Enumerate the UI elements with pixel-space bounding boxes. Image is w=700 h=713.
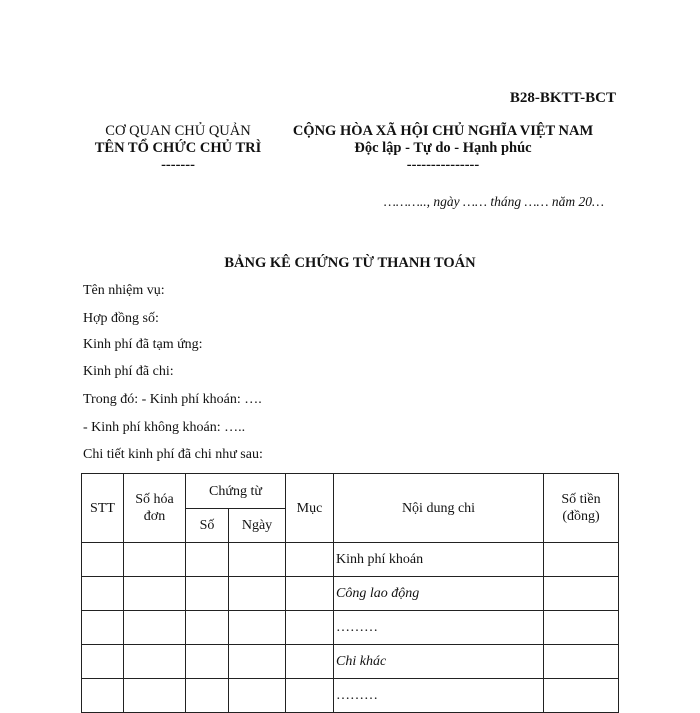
- table-row: [82, 611, 619, 645]
- field-lump-sum-funds: Trong đó: - Kinh phí khoán: ….: [83, 392, 262, 407]
- table-row: [82, 543, 619, 577]
- header-content: Nội dung chi: [334, 474, 544, 543]
- agency-header: [78, 123, 278, 174]
- field-advance-funds: Kinh phí đã tạm ứng:: [83, 337, 203, 352]
- row-content: ………: [334, 611, 544, 645]
- row-content: Kinh phí khoán: [334, 543, 544, 577]
- host-organization: TÊN TỔ CHỨC CHỦ TRÌ: [94, 140, 262, 156]
- country-name: CỘNG HÒA XÃ HỘI CHỦ NGHĨA VIỆT NAM: [292, 123, 594, 139]
- field-non-lump-sum-funds: - Kinh phí không khoán: …..: [83, 420, 246, 435]
- header-stt: STT: [82, 474, 124, 543]
- table-row: [82, 577, 619, 611]
- left-header-divider: -------: [161, 157, 195, 173]
- row-content: Công lao động: [334, 577, 544, 611]
- table-row: [82, 679, 619, 713]
- row-content: Chi khác: [334, 645, 544, 679]
- table-row: [82, 645, 619, 679]
- field-task-name: Tên nhiệm vụ:: [83, 283, 165, 298]
- header-amount: Số tiền (đồng): [544, 474, 619, 543]
- field-spent-funds: Kinh phí đã chi:: [83, 364, 174, 379]
- payment-voucher-table: [81, 473, 619, 713]
- header-voucher-date: Ngày: [229, 509, 286, 543]
- right-header-divider: ---------------: [406, 157, 480, 173]
- header-voucher: Chứng từ: [186, 474, 286, 509]
- header-item: Mục: [286, 474, 334, 543]
- national-motto: Độc lập - Tự do - Hạnh phúc: [354, 140, 532, 156]
- governing-agency: CƠ QUAN CHỦ QUẢN: [105, 123, 251, 139]
- row-content: ………: [334, 679, 544, 713]
- document-title: BẢNG KÊ CHỨNG TỪ THANH TOÁN: [224, 255, 476, 271]
- field-contract-no: Hợp đồng số:: [83, 311, 159, 326]
- national-header: [283, 123, 603, 174]
- header-invoice-no: Số hóa đơn: [124, 474, 186, 543]
- header-voucher-no: Số: [186, 509, 229, 543]
- field-detail-intro: Chi tiết kinh phí đã chi như sau:: [83, 447, 263, 462]
- form-code: B28-BKTT-BCT: [509, 90, 616, 106]
- place-date-line: ……….., ngày …… tháng …… năm 20…: [383, 194, 604, 209]
